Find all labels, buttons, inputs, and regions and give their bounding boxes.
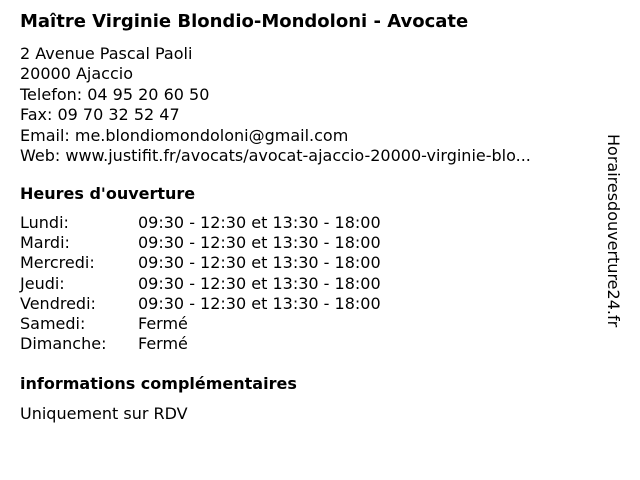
address-city: 20000 Ajaccio [20, 64, 134, 84]
additional-info-text: Uniquement sur RDV [20, 404, 188, 423]
day-label: Jeudi: [20, 273, 65, 293]
day-label: Mercredi: [20, 253, 95, 273]
email-address: Email: me.blondiomondoloni@gmail.com [20, 125, 349, 145]
hours-row-monday [20, 213, 381, 233]
hours-row-saturday [20, 314, 381, 334]
website-url: Web: www.justifit.fr/avocats/avocat-ajaccio-20000-virginie-blo... [20, 146, 531, 166]
day-label: Dimanche: [20, 334, 107, 354]
day-label: Lundi: [20, 213, 69, 232]
day-hours: Fermé [138, 314, 188, 334]
contact-block [20, 44, 531, 166]
hours-row-sunday [20, 334, 381, 354]
site-watermark: Horairesdouverture24.fr [604, 134, 623, 328]
opening-hours-heading: Heures d'ouverture [20, 184, 196, 203]
day-hours: 09:30 - 12:30 et 13:30 - 18:00 [138, 213, 381, 232]
fax-number: Fax: 09 70 32 52 47 [20, 105, 180, 125]
address-street: 2 Avenue Pascal Paoli [20, 44, 193, 63]
hours-row-wednesday [20, 253, 381, 273]
day-label: Mardi: [20, 233, 70, 253]
day-label: Vendredi: [20, 293, 96, 313]
additional-info-heading: informations complémentaires [20, 374, 297, 393]
hours-row-friday [20, 294, 381, 314]
page-title: Maître Virginie Blondio-Mondoloni - Avocate [20, 11, 469, 32]
day-hours: 09:30 - 12:30 et 13:30 - 18:00 [138, 233, 381, 253]
day-hours: 09:30 - 12:30 et 13:30 - 18:00 [138, 273, 381, 293]
day-hours: 09:30 - 12:30 et 13:30 - 18:00 [138, 253, 381, 273]
opening-hours-table [20, 213, 381, 354]
day-hours: Fermé [138, 334, 188, 354]
day-hours: 09:30 - 12:30 et 13:30 - 18:00 [138, 293, 381, 313]
day-label: Samedi: [20, 314, 86, 334]
phone-number: Telefon: 04 95 20 60 50 [20, 84, 210, 104]
hours-row-thursday [20, 274, 381, 294]
hours-row-tuesday [20, 233, 381, 253]
